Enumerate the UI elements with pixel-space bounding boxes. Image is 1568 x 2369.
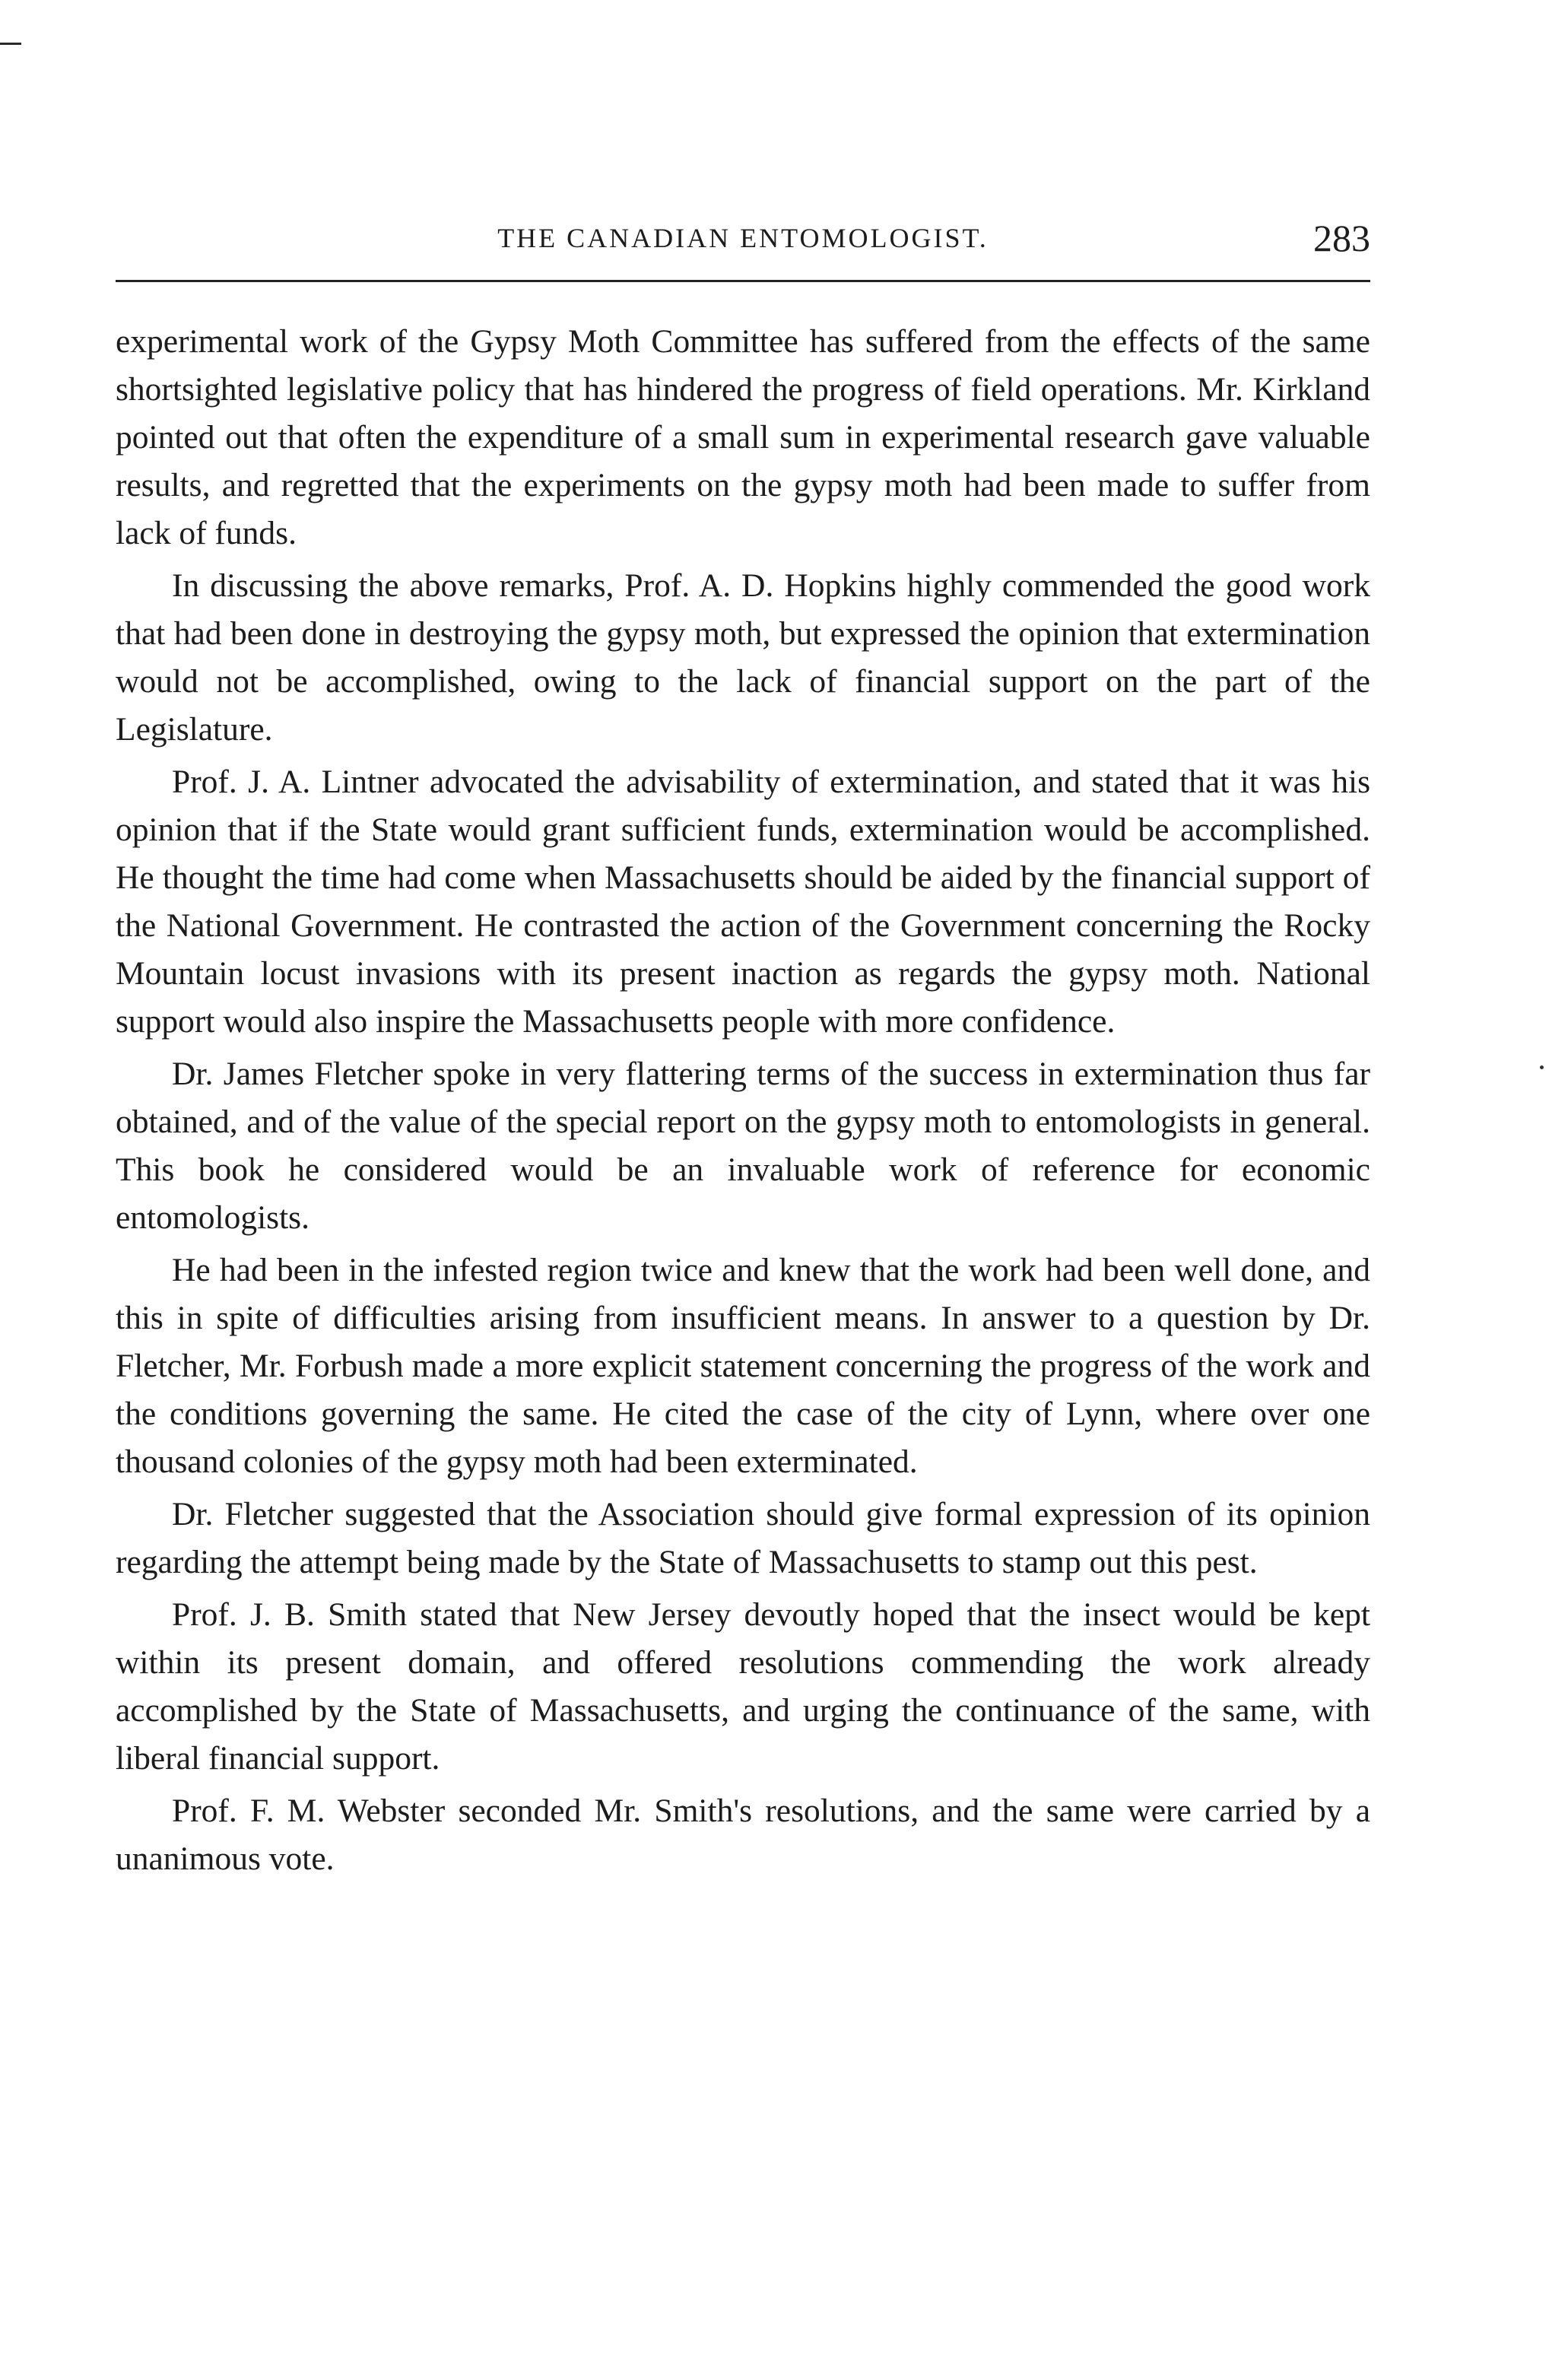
paragraph-hopkins: In discussing the above remarks, Prof. A. D. Hopkins highly commended the good work that had been done in destroying the gypsy moth, but expressed the opinion that extermination would not be accomplished, owing to the lack of financial support on the part of the Legislature. (116, 567, 1370, 748)
paragraph-fletcher: Dr. James Fletcher spoke in very flattering terms of the success in extermination thus far obtained, and of the value of the special report on the gypsy moth to entomologists in general. This book he considered would be an invaluable work of reference for economic entomologists. (116, 1056, 1370, 1236)
journal-title: THE CANADIAN ENTOMOLOGIST. (497, 223, 989, 253)
paragraph-infested-region: He had been in the infested region twice and knew that the work had been well done, and this in spite of difficulties arising from insufficient means. In answer to a question by Dr. Fletcher, Mr. Forbush made a more explicit statement concerning the progress of the work and the conditions governing the same. He cited the case of the city of Lynn, where over one thousand colonies of the gypsy moth had been exterminated. (116, 1252, 1370, 1480)
running-head (116, 213, 1370, 281)
corner-rule-mark (0, 43, 21, 45)
body-text (116, 318, 1370, 1888)
stray-ink-dot (1540, 1065, 1544, 1069)
paragraph-fletcher-suggestion: Dr. Fletcher suggested that the Association should give formal expression of its opinion regarding the attempt being made by the State of Massachusetts to stamp out this pest. (116, 1496, 1370, 1580)
header-rule (116, 280, 1370, 282)
page-number: 283 (1313, 217, 1370, 259)
paragraph-webster: Prof. F. M. Webster seconded Mr. Smith's resolutions, and the same were carried by a unanimous vote. (116, 1793, 1370, 1877)
paragraph-continuation: experimental work of the Gypsy Moth Committee has suffered from the effects of the same shortsighted legislative policy that has hindered the progress of field operations. Mr. Kirkland pointed out that often the expenditure of a small sum in experimental research gave valuable results, and regretted that the experiments on the gypsy moth had been made to suffer from lack of funds. (116, 323, 1370, 551)
paragraph-lintner: Prof. J. A. Lintner advocated the advisability of extermination, and stated that it was his opinion that if the State would grant sufficient funds, extermination would be accomplished. He thought the time had come when Massachusetts should be aided by the financial support of the National Government. He contrasted the action of the Government concerning the Rocky Mountain locust invasions with its present inaction as regards the gypsy moth. National support would also inspire the Massachusetts people with more confidence. (116, 764, 1370, 1040)
paragraph-smith: Prof. J. B. Smith stated that New Jersey devoutly hoped that the insect would be kept within its present domain, and offered resolutions commending the work already accomplished by the State of Massachusetts, and urging the continuance of the same, with liberal financial support. (116, 1596, 1370, 1777)
